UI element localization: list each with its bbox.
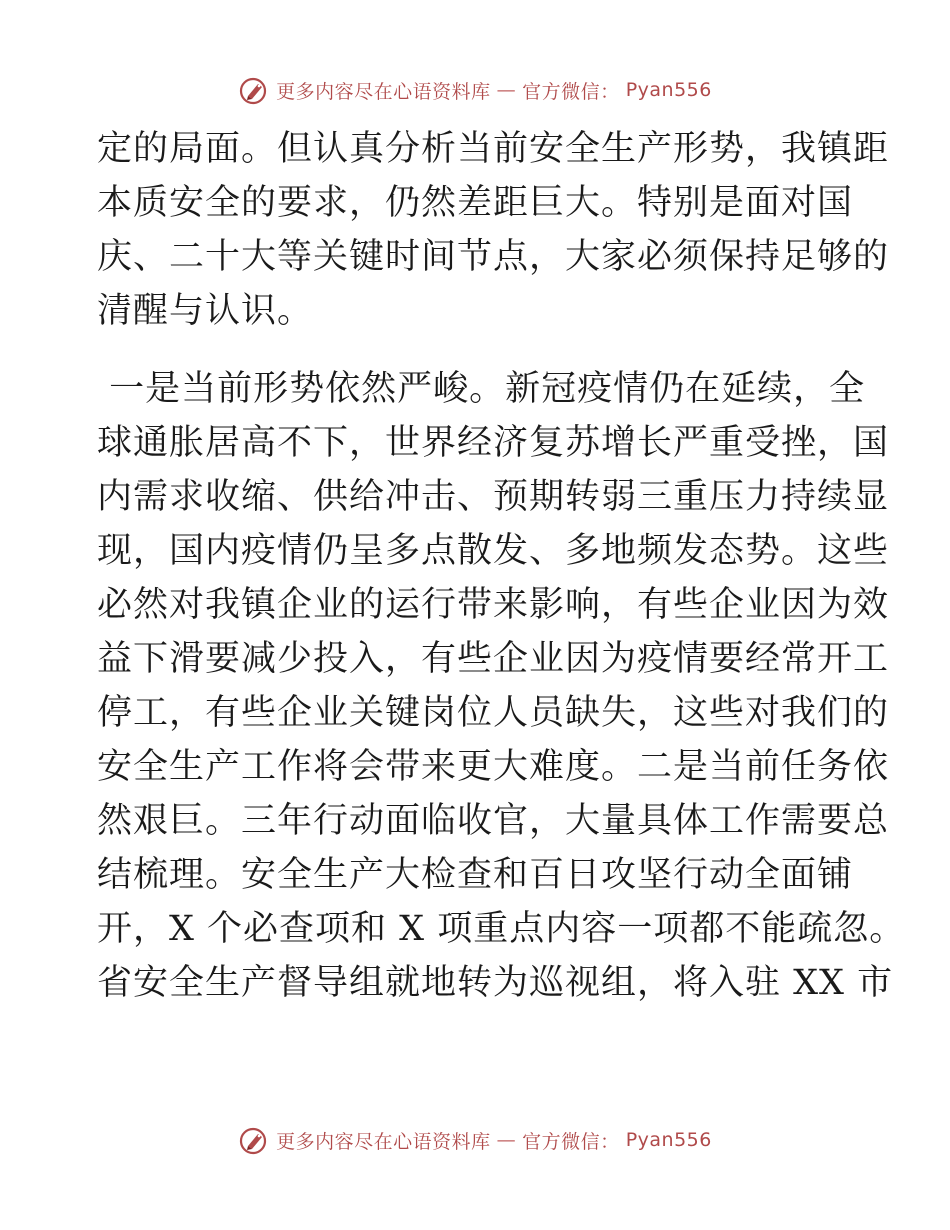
text-line: 现，国内疫情仍呈多点散发、多地频发态势。这些 — [97, 531, 890, 571]
text-line: 球通胀居高不下，世界经济复苏增长严重受挫，国 — [97, 423, 890, 463]
text-line: 停工，有些企业关键岗位人员缺失，这些对我们的 — [97, 693, 890, 733]
paragraph-gap — [97, 338, 857, 362]
text-line: 内需求收缩、供给冲击、预期转弱三重压力持续显 — [97, 477, 890, 517]
text-line: 益下滑要减少投入，有些企业因为疫情要经常开工 — [97, 639, 890, 679]
paragraph-2 — [97, 362, 906, 1010]
footer-banner-text: 更多内容尽在心语资料库 — [276, 1130, 491, 1153]
text-line: 结梳理。安全生产大检查和百日攻坚行动全面铺 — [97, 855, 854, 895]
document-body — [97, 122, 906, 1010]
header-banner — [0, 70, 950, 110]
footer-banner — [0, 1120, 950, 1160]
header-wechat-label: 官方微信： — [522, 80, 620, 103]
text-line: 清醒与认识。 — [97, 291, 314, 331]
paragraph-1 — [97, 122, 890, 338]
text-line: 省安全生产督导组就地转为巡视组，将入驻 XX 市 — [97, 963, 894, 1003]
header-separator: — — [496, 79, 517, 101]
footer-account: Pyan556 — [625, 1129, 712, 1151]
pen-nib-logo-icon — [238, 1124, 270, 1156]
footer-wechat-label: 官方微信： — [522, 1130, 620, 1153]
header-banner-text: 更多内容尽在心语资料库 — [276, 80, 491, 103]
text-line: 庆、二十大等关键时间节点，大家必须保持足够的 — [97, 237, 890, 277]
text-line: 开，X 个必查项和 X 项重点内容一项都不能疏忽。 — [97, 909, 906, 949]
header-account: Pyan556 — [625, 79, 712, 101]
text-line: 然艰巨。三年行动面临收官，大量具体工作需要总 — [97, 801, 890, 841]
text-line: 必然对我镇企业的运行带来影响，有些企业因为效 — [97, 585, 890, 625]
footer-separator: — — [496, 1129, 517, 1151]
text-line: 定的局面。但认真分析当前安全生产形势，我镇距 — [97, 129, 890, 169]
pen-nib-logo-icon — [238, 74, 270, 106]
text-line: 一是当前形势依然严峻。新冠疫情仍在延续，全 — [97, 369, 866, 409]
text-line: 本质安全的要求，仍然差距巨大。特别是面对国 — [97, 183, 854, 223]
text-line: 安全生产工作将会带来更大难度。二是当前任务依 — [97, 747, 890, 787]
